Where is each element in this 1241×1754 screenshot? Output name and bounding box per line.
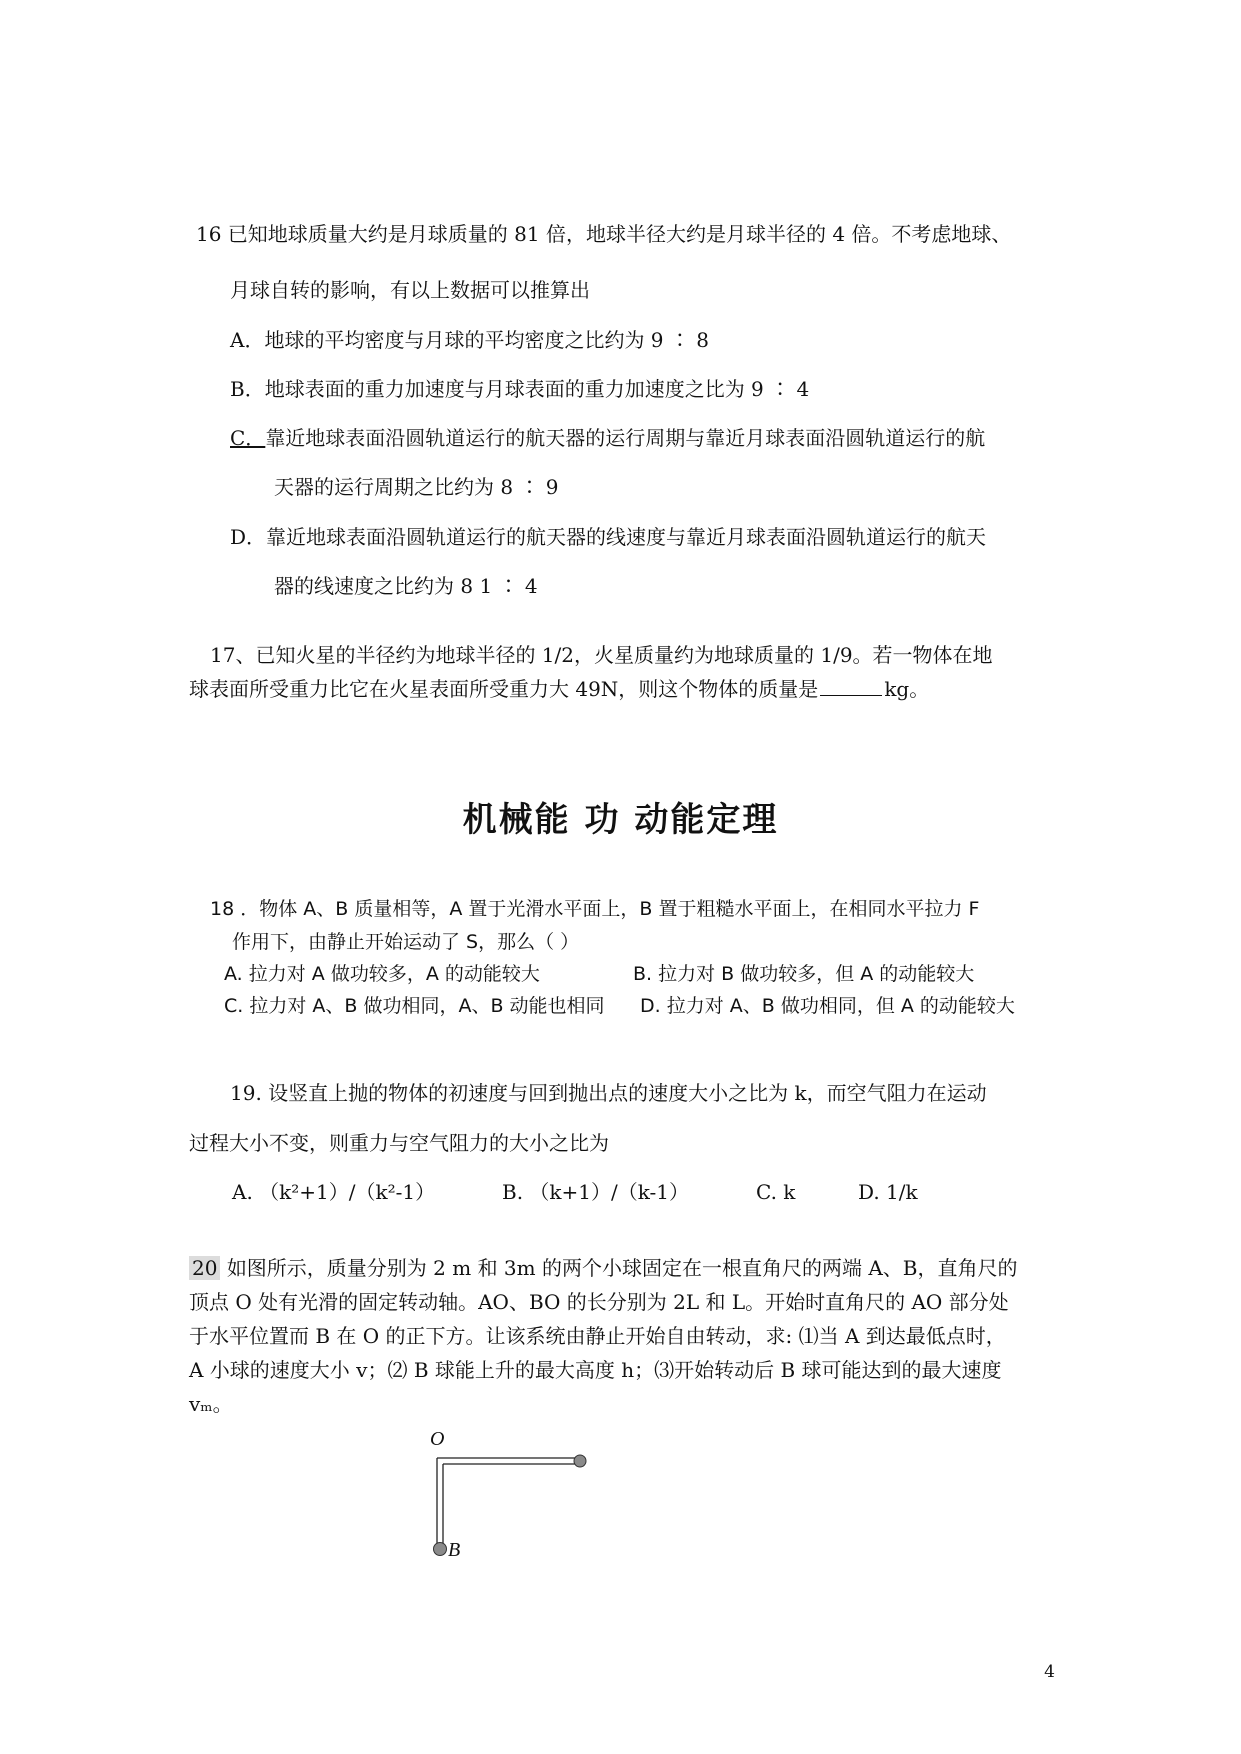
q17-unit: kg。 xyxy=(884,677,930,701)
figure-label-o: O xyxy=(430,1428,445,1450)
q19-option-b: B. （k+1）/（k-1） xyxy=(502,1180,690,1204)
q16-option-a: A．地球的平均密度与月球的平均密度之比约为 9 ∶ 8 xyxy=(230,328,709,352)
q20-stem-line4: A 小球的速度大小 v；⑵ B 球能上升的最大高度 h；⑶开始转动后 B 球可能达到的最大速度 xyxy=(189,1358,1002,1382)
q16-stem-line1: 16 已知地球质量大约是月球质量的 81 倍，地球半径大约是月球半径的 4 倍。不考虑地球、 xyxy=(196,222,1012,246)
figure-label-b: B xyxy=(448,1539,461,1558)
q20-number: 20 xyxy=(189,1256,220,1280)
q19-stem-line1: 19. 设竖直上抛的物体的初速度与回到抛出点的速度大小之比为 k，而空气阻力在运动 xyxy=(230,1081,987,1105)
answer-blank xyxy=(820,677,882,696)
q17-stem-line1: 17、已知火星的半径约为地球半径的 1/2，火星质量约为地球质量的 1/9。若一物体在地 xyxy=(210,643,993,667)
q16-option-c-text: 靠近地球表面沿圆轨道运行的航天器的运行周期与靠近月球表面沿圆轨道运行的航 xyxy=(265,426,986,450)
ball-b xyxy=(434,1543,447,1556)
q16-option-c-cont: 天器的运行周期之比约为 8 ∶ 9 xyxy=(274,475,559,499)
q18-option-c: C. 拉力对 A、B 做功相同，A、B 动能也相同 xyxy=(224,995,605,1017)
q16-option-c xyxy=(230,426,985,450)
q19-option-d: D. 1/k xyxy=(858,1180,918,1204)
q19-option-a: A. （k²+1）/（k²-1） xyxy=(232,1180,436,1204)
q19-stem-line2: 过程大小不变，则重力与空气阻力的大小之比为 xyxy=(189,1131,609,1155)
q19-option-c: C. k xyxy=(756,1180,796,1204)
q18-option-a: A. 拉力对 A 做功较多，A 的动能较大 xyxy=(224,963,540,985)
q17-stem-text: 球表面所受重力比它在火星表面所受重力大 49N，则这个物体的质量是 xyxy=(189,677,819,701)
q16-option-c-label: C． xyxy=(230,426,266,450)
right-angle-ruler-figure xyxy=(400,1428,620,1558)
q20-stem-line5: vₘ。 xyxy=(189,1392,233,1416)
q18-option-d: D. 拉力对 A、B 做功相同，但 A 的动能较大 xyxy=(640,995,1015,1017)
q16-option-d-cont: 器的线速度之比约为 8 1 ∶ 4 xyxy=(274,574,538,598)
page-number: 4 xyxy=(1044,1662,1055,1682)
q16-stem-line2: 月球自转的影响，有以上数据可以推算出 xyxy=(230,278,590,302)
q18-stem-line1: 18 ．物体 A、B 质量相等，A 置于光滑水平面上，B 置于粗糙水平面上，在相同水平拉力 F xyxy=(210,898,980,920)
q20-stem-line2: 顶点 O 处有光滑的固定转动轴。AO、BO 的长分别为 2L 和 L。开始时直角尺的 AO 部分处 xyxy=(189,1290,1009,1314)
q18-stem-line2: 作用下，由静止开始运动了 S，那么（ ） xyxy=(232,931,580,953)
q20-stem-line1 xyxy=(189,1256,1017,1280)
q18-option-b: B. 拉力对 B 做功较多，但 A 的动能较大 xyxy=(633,963,975,985)
ball-a xyxy=(574,1455,586,1467)
q16-option-b: B．地球表面的重力加速度与月球表面的重力加速度之比为 9 ∶ 4 xyxy=(230,377,810,401)
q20-text-line1: 如图所示，质量分别为 2 m 和 3m 的两个小球固定在一根直角尺的两端 A、B，直角尺的 xyxy=(226,1256,1018,1280)
q17-stem-line2 xyxy=(189,677,929,701)
section-title: 机械能 功 动能定理 xyxy=(462,800,779,840)
q20-stem-line3: 于水平位置而 B 在 O 的正下方。让该系统由静止开始自由转动，求: ⑴当 A 到达最低点时， xyxy=(189,1324,1006,1348)
q16-option-d: D．靠近地球表面沿圆轨道运行的航天器的线速度与靠近月球表面沿圆轨道运行的航天 xyxy=(230,525,987,549)
